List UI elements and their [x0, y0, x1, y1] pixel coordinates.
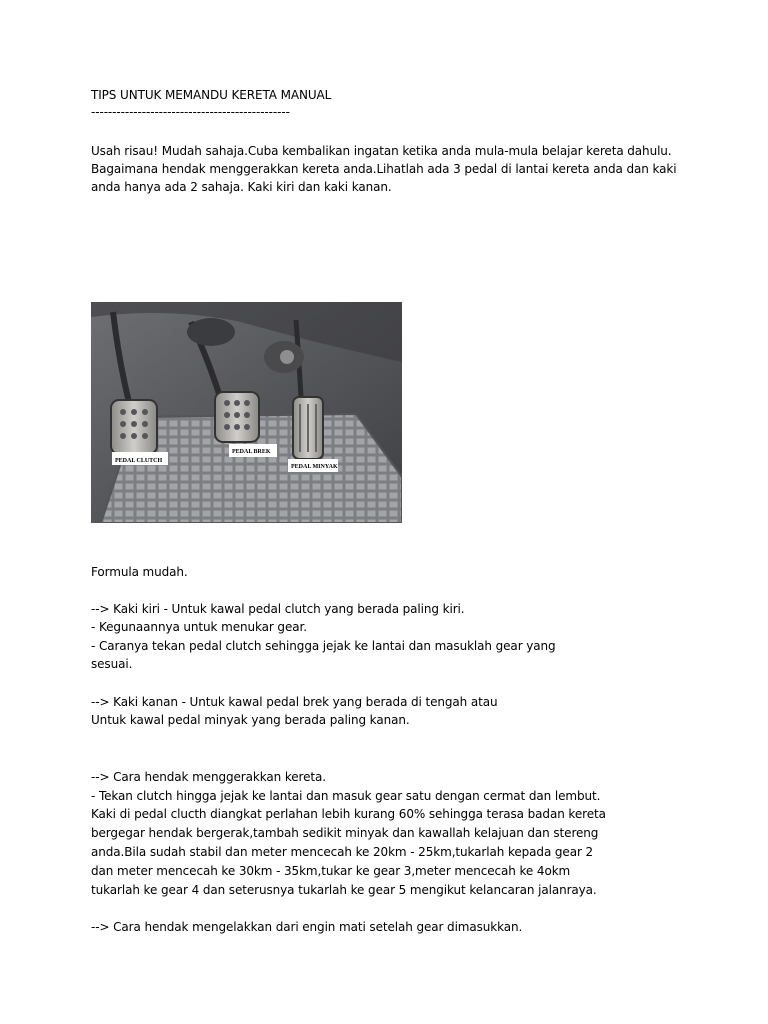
move-car-line-4: bergegar hendak bergerak,tambah sedikit minyak dan kawallah kelajuan dan stereng: [91, 826, 599, 840]
move-car-line-5: anda.Bila sudah stabil dan meter mencecah ke 20km - 25km,tukarlah kepada gear 2: [91, 845, 594, 859]
left-foot-line-4: sesuai.: [91, 657, 133, 671]
brake-pedal-shape: [215, 392, 259, 442]
left-foot-line-3: - Caranya tekan pedal clutch sehingga jejak ke lantai dan masuklah gear yang: [91, 639, 556, 653]
right-foot-line-2: Untuk kawal pedal minyak yang berada paling kanan.: [91, 713, 410, 727]
move-car-line-2: - Tekan clutch hingga jejak ke lantai dan masuk gear satu dengan cermat dan lembut.: [91, 789, 601, 803]
right-foot-line-1: --> Kaki kanan - Untuk kawal pedal brek yang berada di tengah atau: [91, 695, 498, 709]
move-car-line-7: tukarlah ke gear 4 dan seterusnya tukarlah ke gear 5 mengikut kelancaran jalanraya.: [91, 883, 597, 897]
label-accelerator: [288, 459, 338, 472]
formula-heading: Formula mudah.: [91, 565, 188, 579]
left-foot-line-2: - Kegunaannya untuk menukar gear.: [91, 620, 307, 634]
svg-text:PEDAL MINYAK: PEDAL MINYAK: [291, 464, 338, 470]
move-car-line-6: dan meter mencecah ke 30km - 35km,tukar ke gear 3,meter mencecah ke 4okm: [91, 864, 571, 878]
label-clutch: [112, 452, 168, 465]
accelerator-pedal-shape: [293, 397, 323, 459]
left-foot-line-1: --> Kaki kiri - Untuk kawal pedal clutch yang berada paling kiri.: [91, 602, 465, 616]
intro-line-3: anda hanya ada 2 sahaja. Kaki kiri dan kaki kanan.: [91, 180, 392, 194]
document-title: TIPS UNTUK MEMANDU KERETA MANUAL: [91, 88, 332, 102]
svg-text:PEDAL CLUTCH: PEDAL CLUTCH: [115, 458, 163, 464]
stall-heading: --> Cara hendak mengelakkan dari engin mati setelah gear dimasukkan.: [91, 920, 523, 934]
svg-text:PEDAL BREK: PEDAL BREK: [232, 449, 271, 455]
title-rule: -----------------------------------------------: [91, 105, 290, 119]
move-car-line-1: --> Cara hendak menggerakkan kereta.: [91, 770, 326, 784]
label-brake: [229, 444, 277, 457]
move-car-line-3: Kaki di pedal clucth diangkat perlahan lebih kurang 60% sehingga terasa badan kereta: [91, 807, 606, 821]
pedals-photo: [91, 302, 402, 523]
intro-line-2: Bagaimana hendak menggerakkan kereta anda.Lihatlah ada 3 pedal di lantai kereta anda dan kaki: [91, 162, 677, 176]
clutch-pedal-shape: [111, 400, 157, 454]
intro-line-1: Usah risau! Mudah sahaja.Cuba kembalikan ingatan ketika anda mula-mula belajar kereta dahulu.: [91, 144, 672, 158]
